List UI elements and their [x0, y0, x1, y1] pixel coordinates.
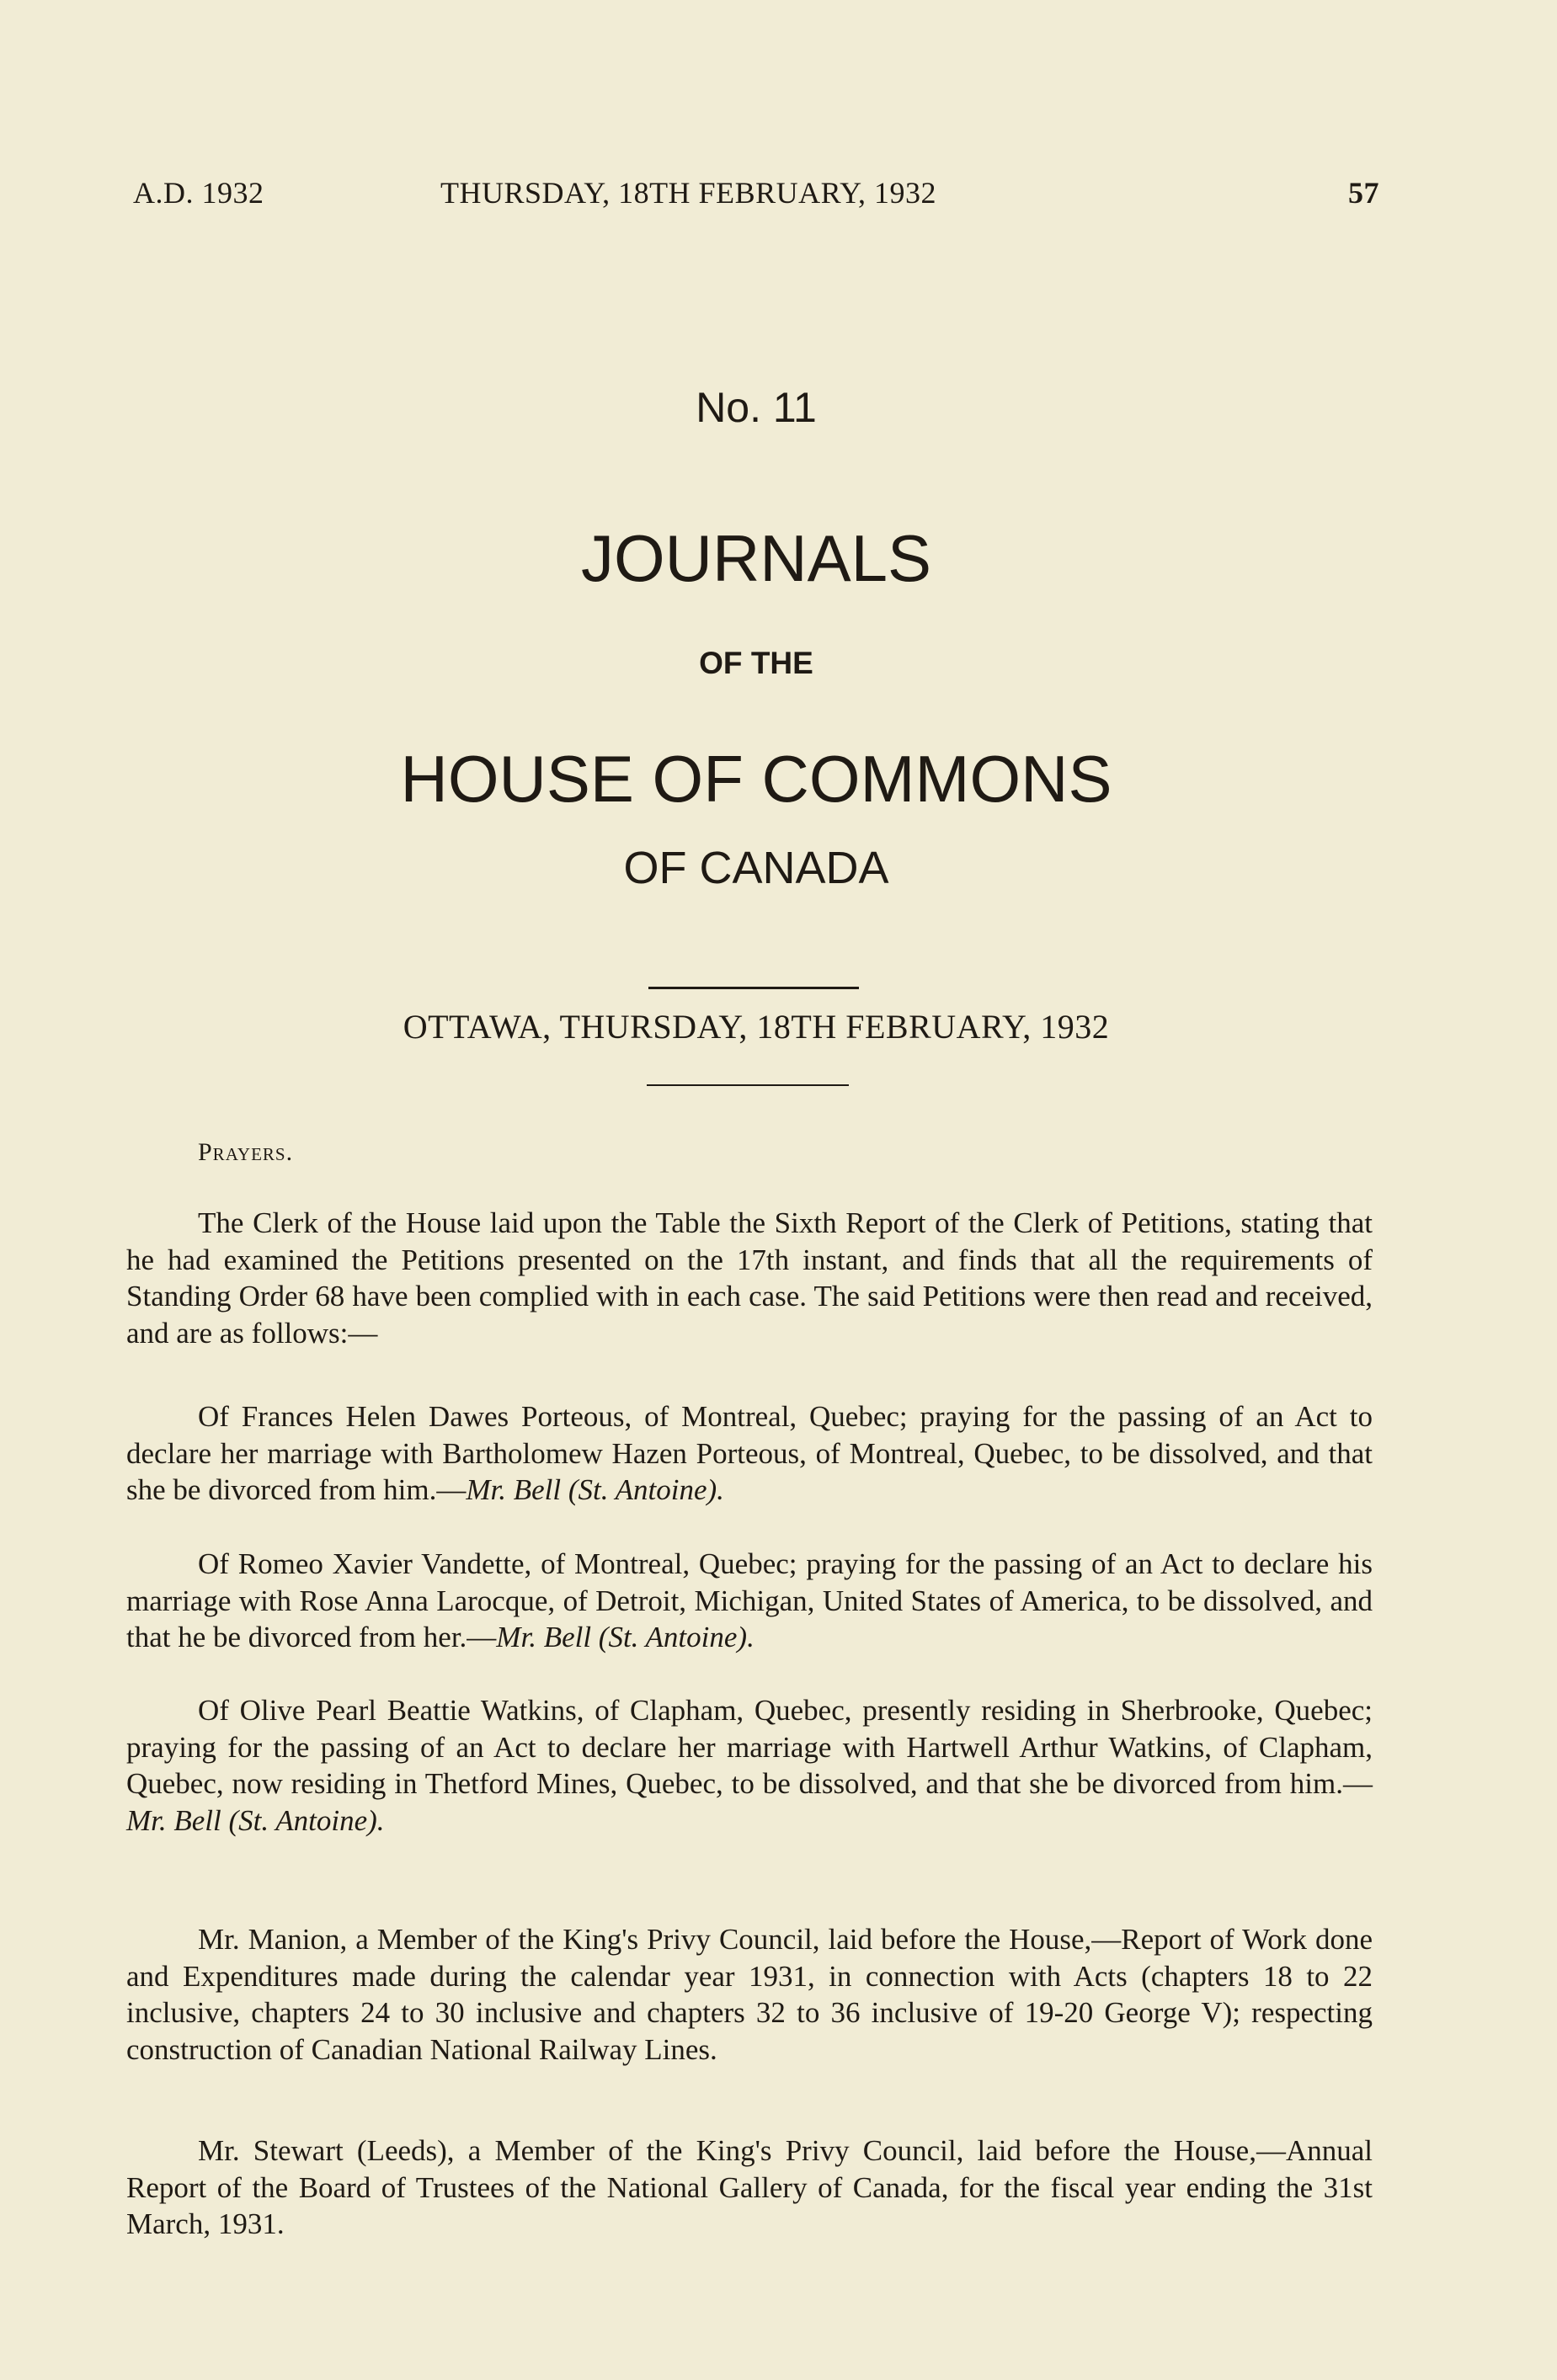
page-number: 57 [1348, 176, 1379, 210]
petition-watkins-text: Of Olive Pearl Beattie Watkins, of Clapham, Quebec, presently residing in Sherbrooke, Quebec; praying for the passing of an Act to declare her marriage with Hartwell Arthur Watkins, of Clapham, Quebec, now residing in Thetford Mines, Quebec, to be dissolved, and that she be divorced from him.— [126, 1694, 1373, 1800]
stewart-report-text: Mr. Stewart (Leeds), a Member of the King's Privy Council, laid before the House,—Annual Report of the Board of Trustees of the National Gallery of Canada, for the fiscal year ending the 31st March, 1931. [126, 2134, 1373, 2240]
header-year: A.D. 1932 [133, 176, 264, 210]
petition-vandette-text: Of Romeo Xavier Vandette, of Montreal, Quebec; praying for the passing of an Act to declare his marriage with Rose Anna Larocque, of Detroit, Michigan, United States of America, to be dissolved, and that he be divorced from her.— [126, 1547, 1373, 1653]
clerk-report-paragraph [126, 1205, 1373, 1351]
petition-porteous-member: Mr. Bell (St. Antoine). [466, 1473, 724, 1506]
title-journals: JOURNALS [580, 521, 932, 595]
sitting-dateline: OTTAWA, THURSDAY, 18TH FEBRUARY, 1932 [403, 1008, 1110, 1046]
petition-vandette-member: Mr. Bell (St. Antoine). [496, 1621, 755, 1653]
title-divider [648, 987, 859, 989]
title-of-the: OF THE [699, 646, 813, 680]
stewart-report-paragraph [126, 2132, 1373, 2243]
dateline-divider [647, 1084, 849, 1086]
title-house-of-commons: HOUSE OF COMMONS [400, 742, 1112, 816]
clerk-report-text: The Clerk of the House laid upon the Table the Sixth Report of the Clerk of Petitions, stating that he had examined the Petitions presented on the 17th instant, and finds that all the requirements of Standing Order 68 have been complied with in each case. The said Petitions were then read and received, and are as follows:— [126, 1206, 1373, 1350]
issue-number: No. 11 [696, 384, 817, 431]
manion-report-paragraph [126, 1921, 1373, 2068]
petition-porteous-text: Of Frances Helen Dawes Porteous, of Montreal, Quebec; praying for the passing of an Act to declare her marriage with Bartholomew Hazen Porteous, of Montreal, Quebec, to be dissolved, and that she be divorced from him.— [126, 1400, 1373, 1506]
petition-vandette [126, 1546, 1373, 1656]
title-of-canada: OF CANADA [623, 843, 889, 893]
header-date: THURSDAY, 18TH FEBRUARY, 1932 [440, 176, 936, 210]
petition-watkins-member: Mr. Bell (St. Antoine). [126, 1803, 385, 1837]
manion-report-text: Mr. Manion, a Member of the King's Privy Council, laid before the House,—Report of Work done and Expenditures made during the calendar year 1931, in connection with Acts (chapters 18 to 22 inclusive, chapters 24 to 30 inclusive and chapters 32 to 36 inclusive of 19-20 George V); respecting construction of Canadian National Railway Lines. [126, 1923, 1373, 2066]
prayers-heading: Prayers. [198, 1138, 294, 1166]
running-header [133, 175, 1379, 226]
petition-watkins [126, 1692, 1373, 1839]
petition-porteous [126, 1398, 1373, 1509]
